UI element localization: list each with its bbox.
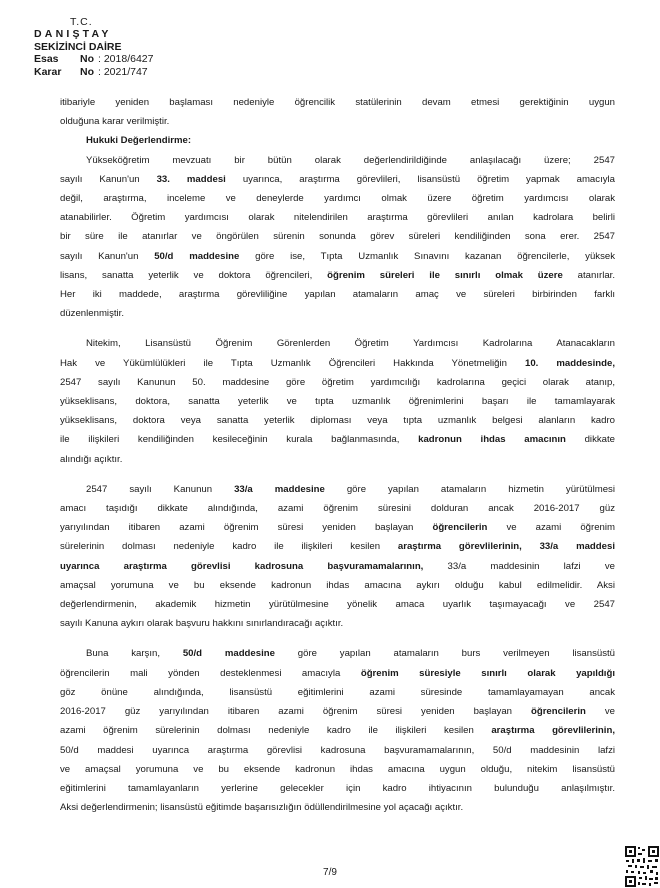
text-line: sürelerinin dolması nedeniyle kadro ile ilişkileri kesilen araştırma görevlilerinin, 33/a maddesi xyxy=(60,541,615,553)
text-line: sayılı Kanun'un 50/d maddesine göre ise, Tıpta Uzmanlık Sınavını kazanan öğrencilerle, yüksek xyxy=(60,250,615,262)
text-line: düzenlenmiştir. xyxy=(60,308,124,320)
esas-label: Esas xyxy=(34,53,59,66)
text-line: değil, araştırma, inceleme ve deneylerde yardımcı olmak üzere öğretim yardımcısı olarak xyxy=(60,193,615,205)
document-body xyxy=(60,93,615,817)
tc-label: T.C. xyxy=(70,16,93,28)
qr-code-icon xyxy=(624,845,660,888)
text-line: Aksi değerlendirmenin; lisansüstü eğitimde başarısızlığın ödüllendirilmesine yol açacağı açıktır. xyxy=(60,802,464,814)
text-line: lisans, sanatta yeterlik ve doktora öğrencileri, öğrenim süreleri ile sınırlı olmak üzere atanırlar. xyxy=(60,269,615,281)
paragraph-1 xyxy=(60,151,615,324)
text-line: Yükseköğretim mevzuatı bir bütün olarak değerlendirildiğinde anlaşılacağı üzere; 2547 xyxy=(86,154,615,166)
text-line: sayılı Kanuna aykırı olarak başvuru hakkını sınırlandıracağı açıktır. xyxy=(60,618,344,630)
section-heading: Hukuki Değerlendirme: xyxy=(86,135,192,147)
court-name: DANIŞTAY xyxy=(34,28,112,41)
esas-row xyxy=(34,53,153,65)
text-line: sayılı Kanun'un 33. maddesi uyarınca, araştırma görevlileri, lisansüstü öğretim yapmak amacıyla xyxy=(60,173,615,185)
esas-value: : 2018/6427 xyxy=(98,53,154,66)
text-line: atanabilirler. Öğretim yardımcısı olarak nitelendirilen araştırma görevlileri anılan kadrolara belirli xyxy=(60,212,615,224)
text-line: olduğuna karar verilmiştir. xyxy=(60,116,170,128)
paragraph-2 xyxy=(60,334,615,468)
chamber-name: SEKİZİNCİ DAİRE xyxy=(34,40,122,53)
text-line: amaçsal yorumuna ve bu eksende kadronun ihdas amacına aykırı olduğu kabul edilmelidir. Aksi xyxy=(60,579,615,591)
text-line: alındığı açıktır. xyxy=(60,453,123,465)
text-line: değerlendirmenin, akademik hizmetin yürütülmesine yönelik amaca uyarlık taşımayacağı ve 2547 xyxy=(60,599,615,611)
document-header xyxy=(34,16,153,78)
esas-no-label: No xyxy=(80,53,94,66)
text-line: yükseklisans, doktora veya sanatta yeterlik diploması veya tıpta uzmanlık belgesi alanların kadro xyxy=(60,415,615,427)
text-line: yükseklisans, doktora, sanatta yeterlik ve tıpta uzmanlık öğrenimlerini başarı ile tamamlayarak xyxy=(60,396,615,408)
text-line: itibariyle yeniden başlaması nedeniyle öğrencilik statülerinin devam etmesi gerektiğinin uygun xyxy=(60,97,615,108)
page-number: 7/9 xyxy=(323,867,337,878)
text-line: Buna karşın, 50/d maddesine göre yapılan atamaların burs verilmeyen lisansüstü xyxy=(86,648,615,660)
karar-row xyxy=(34,66,153,78)
text-line: göz önüne alındığında, lisansüstü eğitimlerini azami süresinde tamamlayamayan ancak xyxy=(60,686,615,698)
text-line: 2547 sayılı Kanunun 33/a maddesine göre yapılan atamaların hizmetin yürütülmesi xyxy=(86,483,615,495)
text-line: azami öğrenim sürelerinin dolması nedeniyle kadro ile ilişkileri kesilen araştırma görevlilerinin, xyxy=(60,725,615,737)
text-line: yarıyılından itibaren azami öğrenim süresi yeniden başlayan öğrencilerin ve azami öğrenim xyxy=(60,522,615,534)
karar-no-label: No xyxy=(80,65,94,78)
paragraph-4 xyxy=(60,644,615,817)
text-line: ile ilişkileri kendiliğinden kesileceğinin kurala bağlanmasında, kadronun ihdas amacının dikkate xyxy=(60,434,615,446)
text-line: eğitimlerini tamamlayanların yerlerine gelecekler için kadro ihtiyacının bulunduğu anlaşılmıştır. xyxy=(60,782,615,794)
text-line: 2016-2017 güz yarıyılından itibaren azami öğrenim süresi yeniden başlayan öğrencilerin ve xyxy=(60,706,615,718)
text-line: Hak ve Yükümlülükleri ile Tıpta Uzmanlık Öğrencileri Hakkında Yönetmeliğin 10. maddesinde, xyxy=(60,357,615,369)
paragraph-3 xyxy=(60,480,615,634)
text-line: ve amaçsal yorumuna ve bu eksende kadronun ihdas amacına uygun olduğu, nitekim lisansüstü xyxy=(60,763,615,775)
karar-value: : 2021/747 xyxy=(98,65,148,78)
text-line: uyarınca araştırma görevlisi kadrosuna başvuramamalarının, 33/a maddesinin lafzi ve xyxy=(60,560,615,572)
text-line: öğrencilerin mali yönden desteklenmesi amacıyla öğrenim süresiyle sınırlı olarak yapıldığı xyxy=(60,667,615,679)
text-line: bir süre ile atanırlar ve öngörülen sürenin sonunda görev süreleri kendiliğinden sona erer. 2547 xyxy=(60,231,615,243)
karar-label: Karar xyxy=(34,65,62,78)
paragraph-continuation xyxy=(60,93,615,131)
text-line: 50/d maddesi uyarınca araştırma görevlisi kadrosuna başvuramamalarının, 50/d maddesinin lafzi xyxy=(60,744,615,756)
text-line: Nitekim, Lisansüstü Öğrenim Görenlerden Öğretim Yardımcısı Kadrolarına Atanacakların xyxy=(86,338,615,350)
text-line: amacı taşıdığı dikkate alındığında, azami öğrenim süresini dolduran ancak 2016-2017 güz xyxy=(60,503,615,515)
text-line: Her iki maddede, araştırma görevliliğine yapılan atamaların amaç ve süreleri birbirinden farklı xyxy=(60,289,615,301)
text-line: 2547 sayılı Kanunun 50. maddesine göre öğretim yardımcılığı kadrolarına geçici olarak atanıp, xyxy=(60,376,615,388)
